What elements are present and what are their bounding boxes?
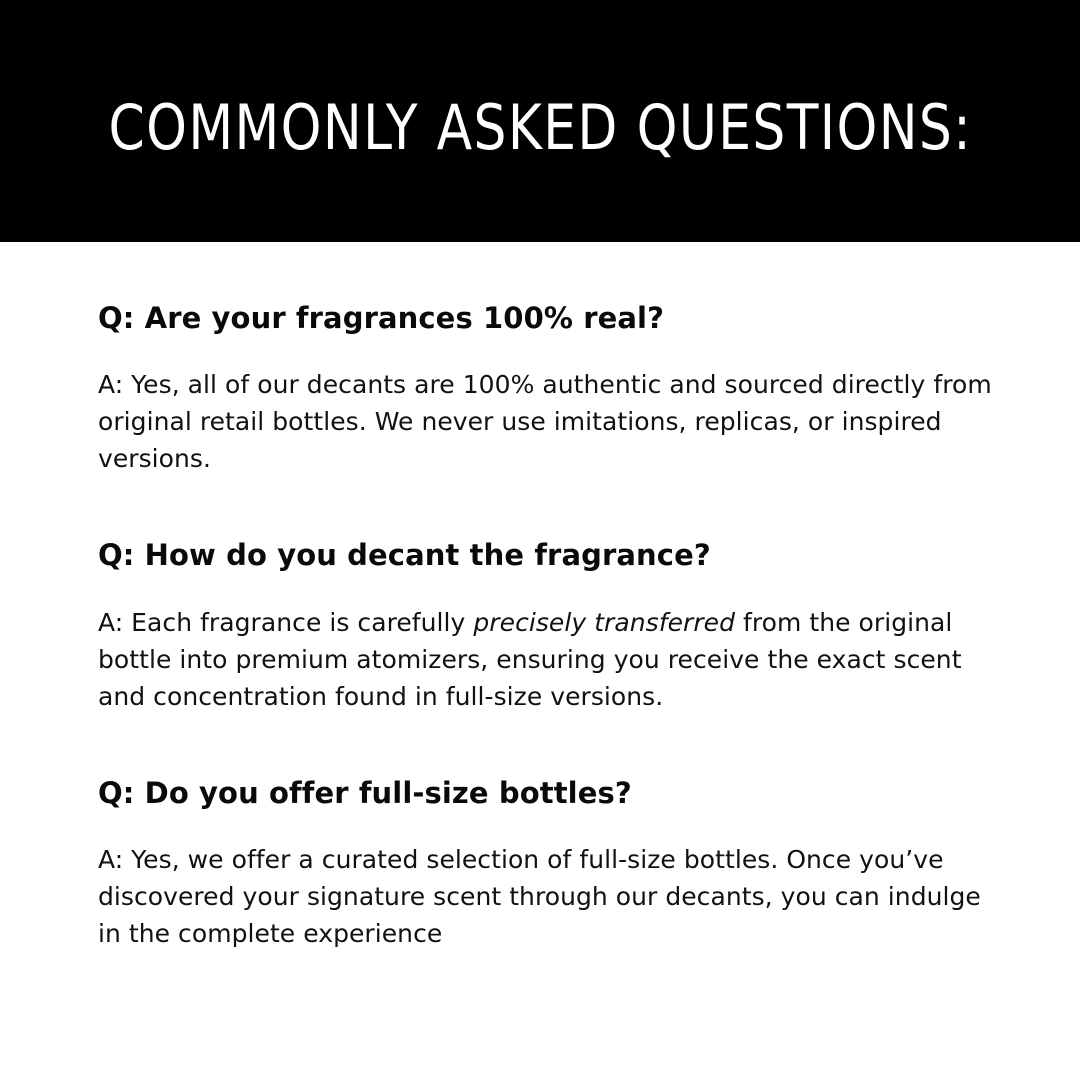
page-title: COMMONLY ASKED QUESTIONS: bbox=[108, 91, 972, 164]
faq-answer bbox=[98, 604, 1006, 715]
faq-item bbox=[98, 300, 1006, 477]
faq-list bbox=[0, 242, 1080, 952]
faq-question: Q: Are your fragrances 100% real? bbox=[98, 301, 664, 335]
faq-item bbox=[98, 775, 1006, 952]
faq-question: Q: How do you decant the fragrance? bbox=[98, 538, 711, 573]
faq-answer-prefix: A: Each fragrance is carefully bbox=[98, 607, 474, 637]
faq-answer bbox=[98, 841, 1006, 952]
faq-answer-suffix: from the original bottle into premium atomizers, ensuring you receive the exact scent and concentration found in full-size versions. bbox=[98, 607, 962, 711]
faq-answer-prefix: A: Yes, we offer a curated selection of full-size bottles. Once you’ve discovered your signature scent through our decants, you can indulge in the complete experience bbox=[98, 844, 981, 948]
faq-answer-prefix: A: Yes, all of our decants are 100% authentic and sourced directly from original retail bottles. We never use imitations, replicas, or inspired versions. bbox=[98, 370, 992, 474]
faq-question: Q: Do you offer full-size bottles? bbox=[98, 775, 632, 810]
faq-answer-emphasis: precisely transferred bbox=[473, 607, 736, 637]
faq-answer bbox=[98, 366, 1006, 477]
faq-item bbox=[98, 537, 1006, 714]
header-band bbox=[0, 0, 1080, 242]
